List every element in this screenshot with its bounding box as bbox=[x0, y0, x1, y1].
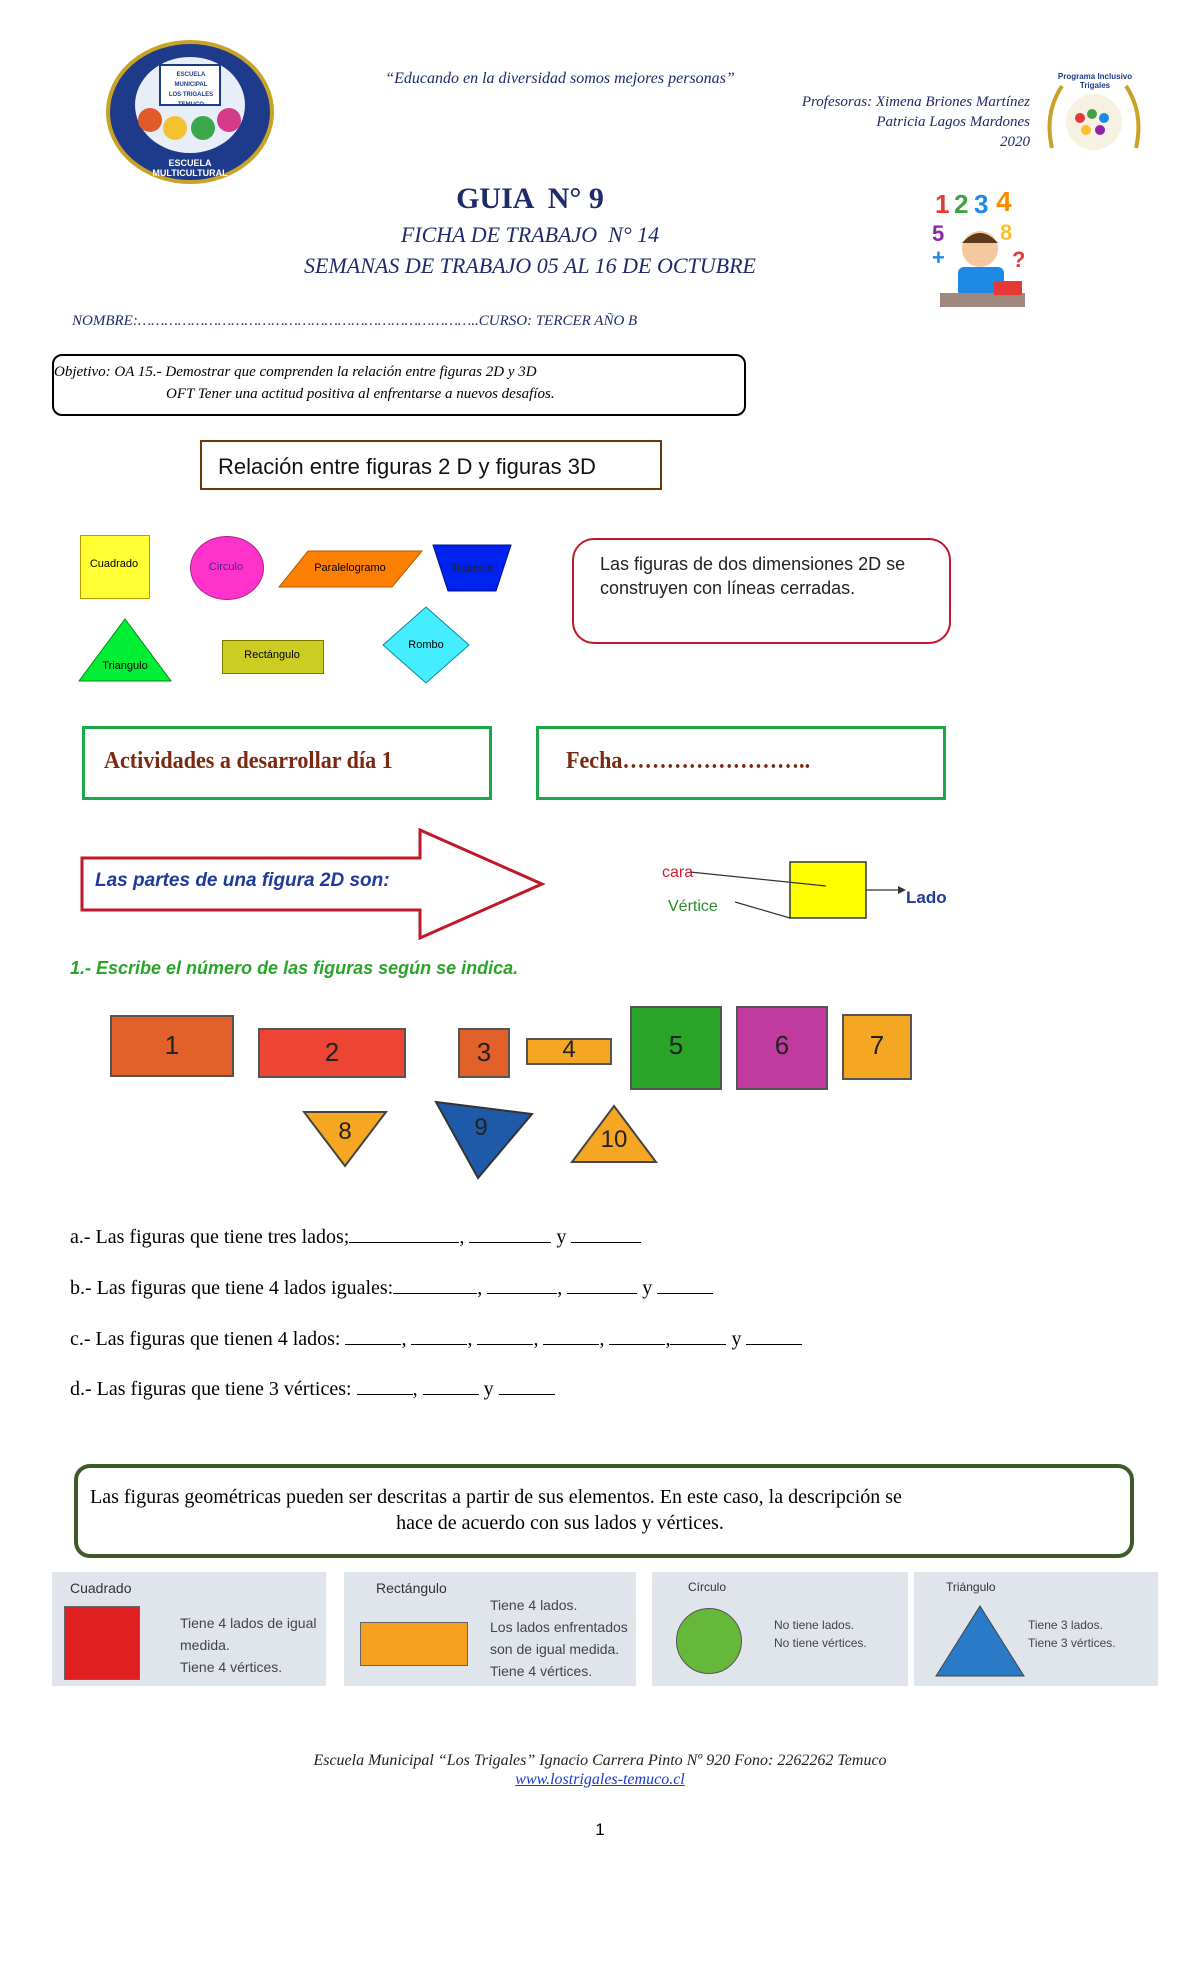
teachers-block bbox=[780, 92, 1030, 152]
question-c: c.- Las figuras que tienen 4 lados: , , , , , y bbox=[70, 1326, 802, 1351]
orange-rectangle-figure bbox=[360, 1622, 468, 1666]
answer-blank[interactable] bbox=[571, 1224, 641, 1243]
school-logo-inner-line: LOS TRIGALES bbox=[168, 92, 214, 98]
answer-blank[interactable] bbox=[469, 1224, 551, 1243]
info-card-triangle bbox=[914, 1572, 1158, 1686]
relation-heading-box: Relación entre figuras 2 D y figuras 3D bbox=[200, 440, 662, 490]
answer-blank[interactable] bbox=[423, 1376, 479, 1395]
callout-2d-text: Las figuras de dos dimensiones 2D se construyen con líneas cerradas. bbox=[600, 554, 906, 598]
answer-blank[interactable] bbox=[567, 1275, 637, 1294]
shape-triangle bbox=[78, 618, 172, 682]
teacher-name: Profesoras: Ximena Briones Martínez bbox=[801, 94, 1030, 110]
info-card-title: Triángulo bbox=[946, 1580, 996, 1594]
part-side-label: Lado bbox=[906, 888, 947, 907]
answer-blank[interactable] bbox=[411, 1326, 467, 1345]
svg-text:?: ? bbox=[1012, 247, 1026, 272]
description-line-1: Las figuras geométricas pueden ser descritas a partir de sus elementos. En este caso, la descripción se bbox=[90, 1486, 902, 1508]
objective-line-2: OFT Tener una actitud positiva al enfrentarse a nuevos desafíos. bbox=[166, 386, 555, 402]
activities-label: Actividades a desarrollar día 1 bbox=[104, 748, 393, 774]
question-a: a.- Las figuras que tiene tres lados; , y bbox=[70, 1224, 641, 1249]
info-card-circle bbox=[652, 1572, 908, 1686]
description-box bbox=[74, 1464, 1134, 1558]
conjunction: y bbox=[642, 1277, 653, 1299]
answer-blank[interactable] bbox=[670, 1326, 726, 1345]
info-card-line: medida. bbox=[180, 1637, 230, 1653]
teacher-name: Patricia Lagos Mardones bbox=[876, 114, 1030, 130]
shape-triangle-label: Triangulo bbox=[102, 660, 148, 672]
numbered-shape-9-label: 9 bbox=[474, 1114, 488, 1141]
numbered-shape-10-label: 10 bbox=[600, 1126, 628, 1153]
numbered-shape-5-label: 5 bbox=[668, 1030, 684, 1060]
red-square-figure bbox=[64, 1606, 140, 1680]
info-card-text bbox=[180, 1612, 316, 1678]
info-card-line: Tiene 4 vértices. bbox=[180, 1659, 283, 1675]
conjunction: y bbox=[731, 1328, 742, 1350]
question-c-text: c.- Las figuras que tienen 4 lados: bbox=[70, 1328, 341, 1350]
answer-blank[interactable] bbox=[487, 1275, 557, 1294]
footer-address: Escuela Municipal “Los Trigales” Ignacio Carrera Pinto Nº 920 Fono: 2262262 Temuco bbox=[313, 1752, 887, 1769]
answer-blank[interactable] bbox=[609, 1326, 665, 1345]
name-course-line[interactable]: NOMBRE:…………………………………………………………………..CURSO: TERCER AÑO B bbox=[72, 313, 638, 329]
numbered-shape-8-label: 8 bbox=[338, 1118, 352, 1145]
info-card-title: Cuadrado bbox=[70, 1580, 132, 1596]
numbered-shape-6-label: 6 bbox=[774, 1030, 790, 1060]
shape-trapezoid-label: Trapecio bbox=[450, 562, 494, 574]
blue-triangle-figure bbox=[934, 1604, 1026, 1678]
info-card-line: Tiene 4 lados de igual bbox=[180, 1615, 317, 1631]
school-logo-text: ESCUELA MULTICULTURAL bbox=[152, 158, 228, 178]
info-card-line: Tiene 4 lados. bbox=[490, 1597, 578, 1613]
info-card-title: Círculo bbox=[688, 1580, 727, 1594]
shape-rectangle-label: Rectángulo bbox=[244, 649, 300, 661]
parts-arrow-label: Las partes de una figura 2D son: bbox=[95, 870, 390, 891]
numbered-shape-4-label: 4 bbox=[562, 1036, 576, 1063]
question-a-text: a.- Las figuras que tiene tres lados; bbox=[70, 1226, 350, 1248]
info-card-text bbox=[774, 1616, 867, 1652]
svg-text:8: 8 bbox=[1000, 220, 1013, 245]
date-field[interactable]: Fecha…………………….. bbox=[566, 748, 811, 774]
shape-parallelogram-label: Paralelogramo bbox=[314, 562, 386, 574]
svg-text:3: 3 bbox=[974, 189, 989, 219]
answer-blank[interactable] bbox=[349, 1224, 459, 1243]
svg-text:4: 4 bbox=[996, 186, 1012, 217]
question-d-text: d.- Las figuras que tiene 3 vértices: bbox=[70, 1378, 352, 1400]
school-motto: “Educando en la diversidad somos mejores personas” bbox=[385, 70, 735, 87]
answer-blank[interactable] bbox=[345, 1326, 401, 1345]
numbered-shape-7-label: 7 bbox=[869, 1030, 885, 1060]
school-logo bbox=[105, 40, 275, 185]
info-card-line: son de igual medida. bbox=[490, 1641, 620, 1657]
info-card-line: Tiene 4 vértices. bbox=[490, 1663, 593, 1679]
green-circle-figure bbox=[676, 1608, 742, 1674]
shape-circle-label: Circulo bbox=[208, 561, 244, 573]
program-logo-text: Programa Inclusivo Trigales bbox=[1057, 72, 1133, 90]
info-card-line: No tiene vértices. bbox=[774, 1636, 867, 1650]
numbered-shape-1-label: 1 bbox=[164, 1030, 180, 1060]
info-card-text bbox=[490, 1594, 628, 1682]
part-face-label: cara bbox=[662, 864, 694, 881]
info-card-line: Los lados enfrentados bbox=[490, 1619, 628, 1635]
school-logo-inner bbox=[165, 70, 217, 110]
svg-text:2: 2 bbox=[954, 189, 969, 219]
objective-line-1: Objetivo: OA 15.- Demostrar que comprenden la relación entre figuras 2D y 3D bbox=[54, 364, 537, 380]
question-d: d.- Las figuras que tiene 3 vértices: , y bbox=[70, 1376, 555, 1401]
info-card-line: Tiene 3 vértices. bbox=[1028, 1636, 1116, 1650]
answer-blank[interactable] bbox=[477, 1326, 533, 1345]
conjunction: y bbox=[556, 1226, 567, 1248]
program-logo bbox=[1040, 68, 1148, 158]
info-card-rectangle bbox=[344, 1572, 636, 1686]
svg-text:5: 5 bbox=[932, 221, 945, 246]
answer-blank[interactable] bbox=[746, 1326, 802, 1345]
part-vertex-label: Vértice bbox=[668, 898, 718, 915]
guide-title: GUIA N° 9 bbox=[456, 182, 604, 215]
question-b: b.- Las figuras que tiene 4 lados iguales: , , y bbox=[70, 1275, 713, 1300]
exercise-1-title: 1.- Escribe el número de las figuras según se indica. bbox=[70, 958, 519, 978]
answer-blank[interactable] bbox=[543, 1326, 599, 1345]
description-line-2: hace de acuerdo con sus lados y vértices. bbox=[396, 1512, 724, 1534]
school-logo-inner-line: ESCUELA MUNICIPAL bbox=[174, 72, 208, 88]
answer-blank[interactable] bbox=[357, 1376, 413, 1395]
info-card-title: Rectángulo bbox=[376, 1580, 447, 1596]
numbered-shape-2-label: 2 bbox=[324, 1037, 340, 1067]
answer-blank[interactable] bbox=[499, 1376, 555, 1395]
info-card-text bbox=[1028, 1616, 1116, 1652]
weeks-title: SEMANAS DE TRABAJO 05 AL 16 DE OCTUBRE bbox=[304, 253, 756, 278]
shape-square-label: Cuadrado bbox=[89, 558, 139, 570]
conjunction: y bbox=[483, 1378, 494, 1400]
question-b-text: b.- Las figuras que tiene 4 lados iguales: bbox=[70, 1277, 394, 1299]
page-number: 1 bbox=[595, 1820, 605, 1839]
info-card-square bbox=[52, 1572, 326, 1686]
work-sheet-title: FICHA DE TRABAJO N° 14 bbox=[400, 222, 660, 247]
info-card-line: Tiene 3 lados. bbox=[1028, 1618, 1103, 1632]
svg-text:+: + bbox=[932, 245, 945, 270]
info-card-line: No tiene lados. bbox=[774, 1618, 855, 1632]
kid-numbers-illustration bbox=[930, 185, 1035, 315]
year-label: 2020 bbox=[1000, 134, 1030, 150]
svg-text:1: 1 bbox=[935, 189, 950, 219]
answer-blank[interactable] bbox=[393, 1275, 477, 1294]
footer-website-link[interactable]: www.lostrigales-temuco.cl bbox=[515, 1771, 685, 1788]
answer-blank[interactable] bbox=[657, 1275, 713, 1294]
numbered-shape-3-label: 3 bbox=[476, 1037, 492, 1067]
shape-rhombus-label: Rombo bbox=[408, 639, 444, 651]
school-logo-inner-line: TEMUCO bbox=[178, 102, 204, 108]
